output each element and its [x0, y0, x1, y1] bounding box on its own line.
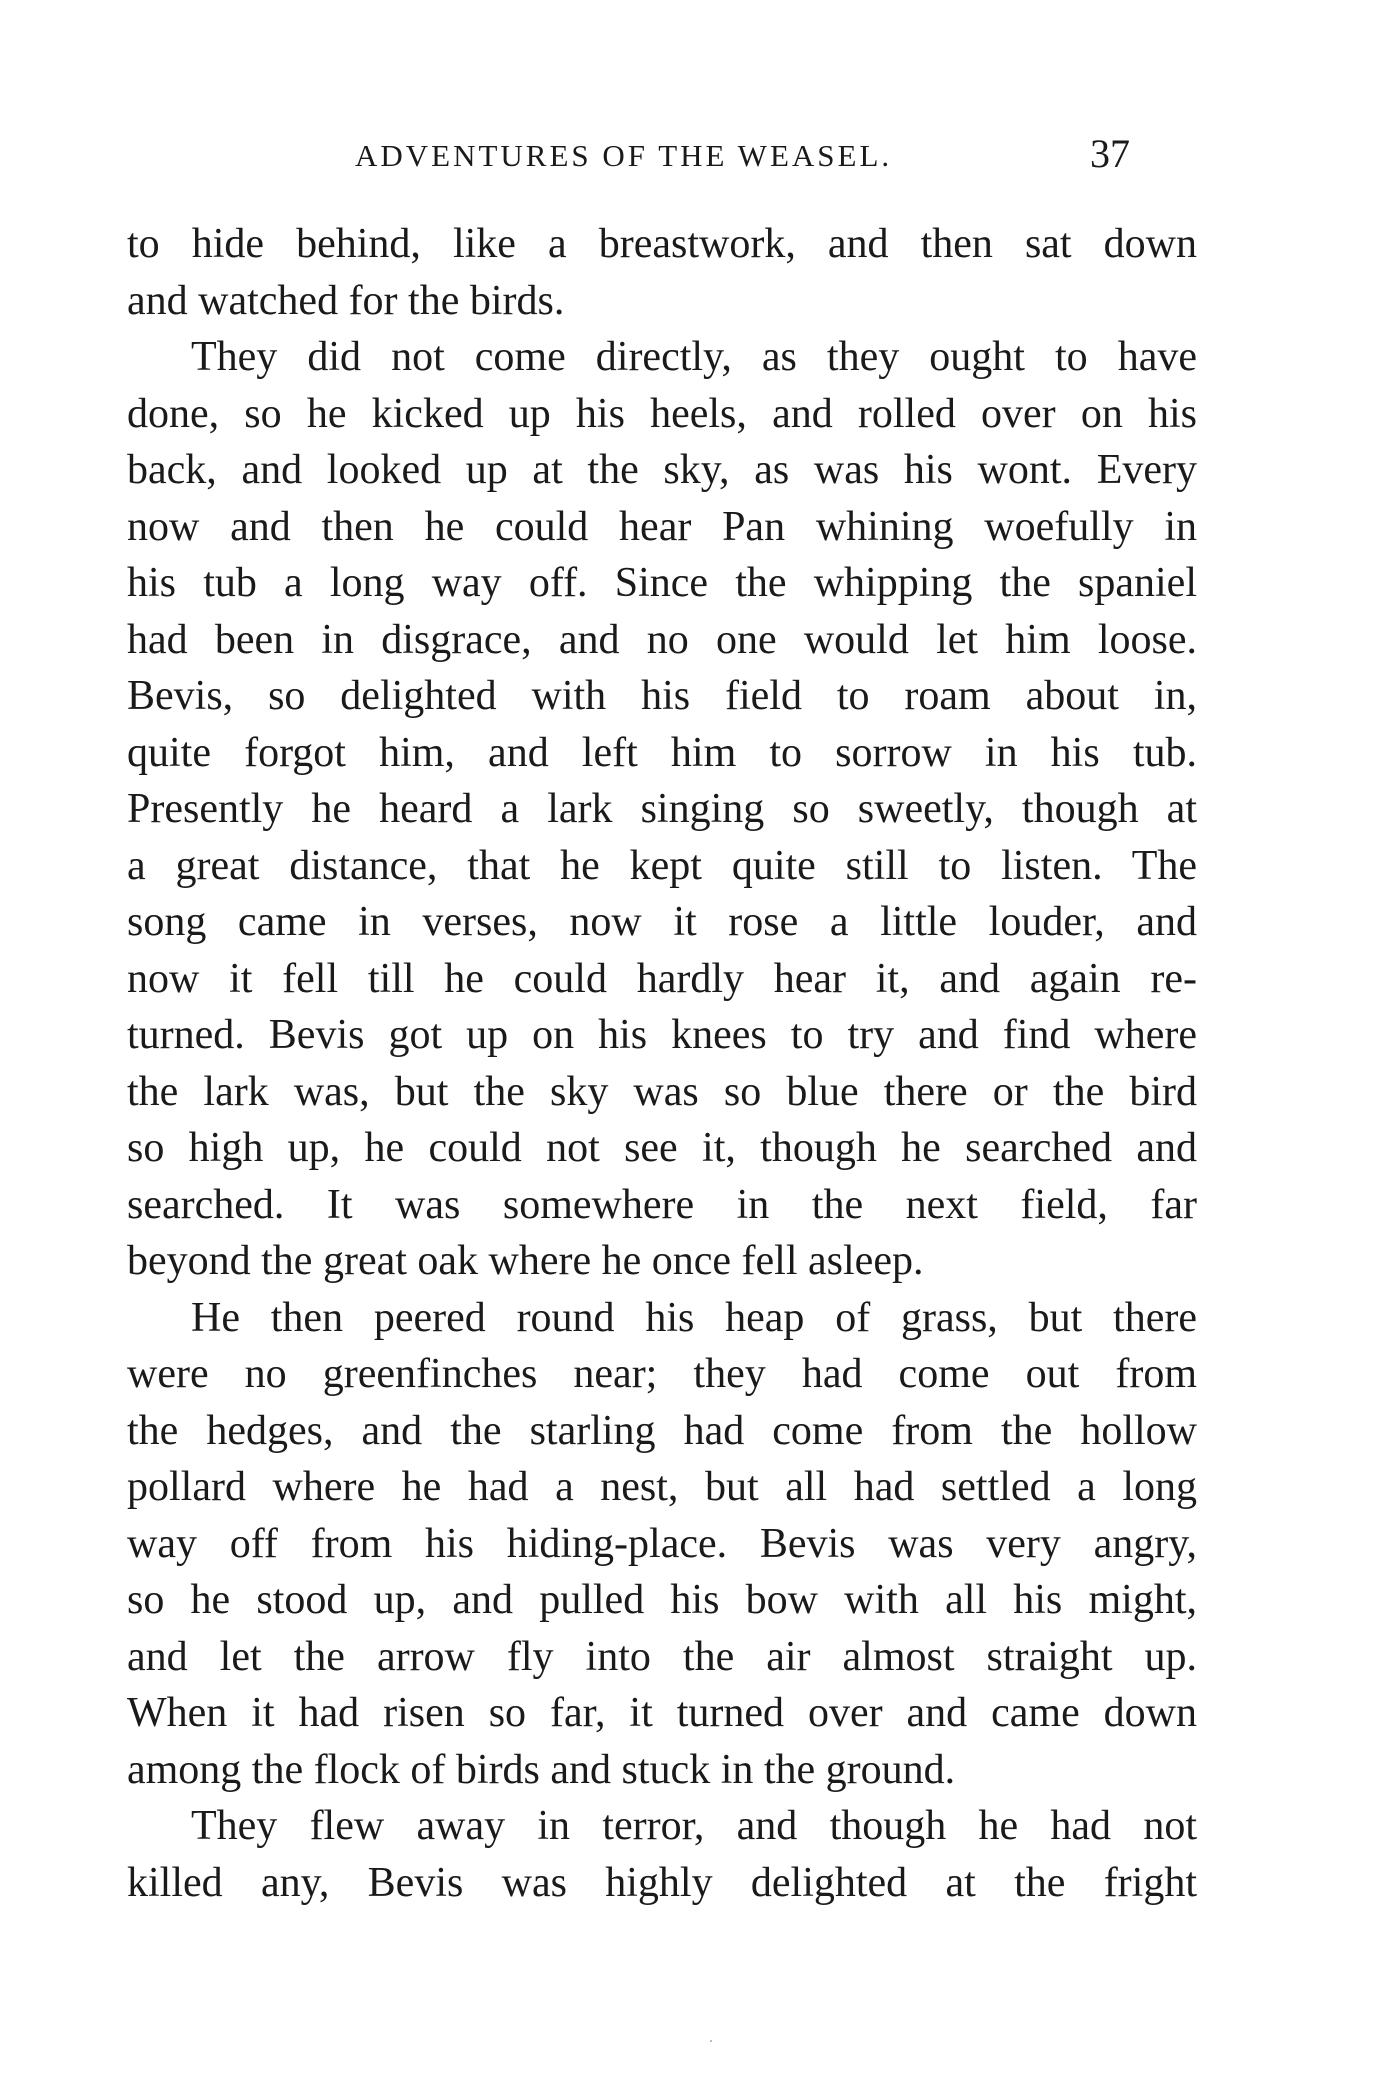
text-line: among the flock of birds and stuck in the ground.	[127, 1746, 956, 1793]
paragraph-2	[127, 329, 1197, 1290]
text-line: They did not come directly, as they ought to have	[191, 334, 1197, 380]
text-line: searched. It was somewhere in the next field, far	[127, 1181, 1197, 1228]
text-line: now and then he could hear Pan whining woefully in	[127, 503, 1197, 550]
text-line: done, so he kicked up his heels, and rolled over on his	[127, 390, 1197, 437]
text-line: to hide behind, like a breastwork, and then sat down	[127, 221, 1197, 267]
text-line: When it had risen so far, it turned over and came down	[127, 1690, 1197, 1736]
text-line: back, and looked up at the sky, as was his wont. Every	[127, 447, 1197, 493]
text-line: beyond the great oak where he once fell asleep.	[127, 1238, 924, 1284]
text-line: way off from his hiding-place. Bevis was very angry,	[127, 1520, 1197, 1567]
paragraph-3	[127, 1290, 1197, 1799]
text-line: Presently he heard a lark singing so sweetly, though at	[127, 786, 1197, 832]
text-line: song came in verses, now it rose a little louder, and	[127, 899, 1197, 945]
text-line: Bevis, so delighted with his field to roam about in,	[127, 673, 1197, 719]
body-text	[127, 216, 1197, 1911]
page-number: 37	[1090, 131, 1130, 176]
ink-speck	[710, 2040, 712, 2042]
text-line: and let the arrow fly into the air almost straight up.	[127, 1633, 1197, 1680]
paragraph-1	[127, 216, 1197, 329]
text-line: He then peered round his heap of grass, but there	[191, 1294, 1197, 1341]
text-line: pollard where he had a nest, but all had settled a long	[127, 1464, 1197, 1510]
text-line: so he stood up, and pulled his bow with all his might,	[127, 1577, 1197, 1623]
text-line: were no greenfinches near; they had come out from	[127, 1351, 1197, 1397]
text-line: the lark was, but the sky was so blue there or the bird	[127, 1068, 1197, 1115]
text-line: so high up, he could not see it, though he searched and	[127, 1125, 1197, 1171]
text-line: killed any, Bevis was highly delighted at the fright	[127, 1859, 1197, 1906]
text-line: a great distance, that he kept quite still to listen. The	[127, 842, 1197, 889]
text-line: his tub a long way off. Since the whipping the spaniel	[127, 560, 1197, 606]
text-line: turned. Bevis got up on his knees to try and find where	[127, 1012, 1197, 1058]
text-line: quite forgot him, and left him to sorrow in his tub.	[127, 729, 1197, 776]
text-line: They flew away in terror, and though he had not	[191, 1803, 1197, 1849]
text-line: and watched for the birds.	[127, 277, 565, 324]
text-line: had been in disgrace, and no one would let him loose.	[127, 616, 1197, 663]
paragraph-4	[127, 1798, 1197, 1911]
text-line: now it fell till he could hardly hear it, and again re-	[127, 955, 1197, 1002]
text-line: the hedges, and the starling had come from the hollow	[127, 1407, 1197, 1454]
running-head: ADVENTURES OF THE WEASEL.	[355, 138, 893, 173]
